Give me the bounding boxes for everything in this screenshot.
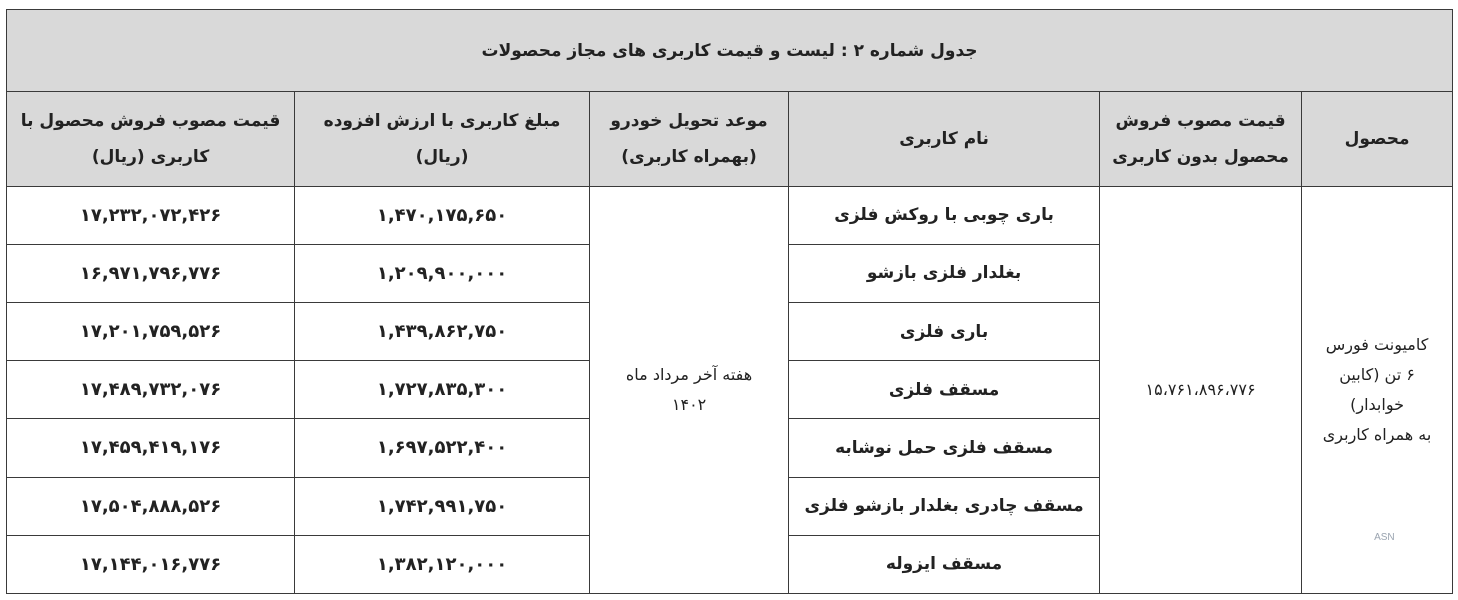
usage-name-cell: مسقف چادری بغلدار بازشو فلزی	[789, 477, 1100, 535]
price-table-container	[6, 9, 1452, 594]
header-usage-amount: مبلغ کاربری با ارزش افزوده (ریال)	[295, 92, 590, 187]
final-price-cell: ۱۷,۴۵۹,۴۱۹,۱۷۶	[7, 419, 295, 477]
usage-name-cell: مسقف ایزوله	[789, 535, 1100, 593]
watermark-logo: ASN	[1374, 532, 1395, 543]
title-row	[7, 10, 1453, 92]
usage-amount-cell: ۱,۷۴۲,۹۹۱,۷۵۰	[295, 477, 590, 535]
header-row	[7, 92, 1453, 187]
usage-amount-cell: ۱,۴۷۰,۱۷۵,۶۵۰	[295, 186, 590, 244]
usage-amount-cell: ۱,۲۰۹,۹۰۰,۰۰۰	[295, 244, 590, 302]
final-price-cell: ۱۷,۴۸۹,۷۳۲,۰۷۶	[7, 361, 295, 419]
final-price-cell: ۱۷,۱۴۴,۰۱۶,۷۷۶	[7, 535, 295, 593]
usage-amount-cell: ۱,۳۸۲,۱۲۰,۰۰۰	[295, 535, 590, 593]
final-price-cell: ۱۶,۹۷۱,۷۹۶,۷۷۶	[7, 244, 295, 302]
product-cell: کامیونت فورس ۶ تن (کابین خوابدار) به همراه کاربری ASN	[1302, 186, 1453, 593]
usage-name-cell: بغلدار فلزی بازشو	[789, 244, 1100, 302]
header-usage-name: نام کاربری	[789, 92, 1100, 187]
usage-name-cell: مسقف فلزی	[789, 361, 1100, 419]
final-price-cell: ۱۷,۵۰۴,۸۸۸,۵۲۶	[7, 477, 295, 535]
table-title: جدول شماره ۲ : لیست و قیمت کاربری های مجاز محصولات	[7, 10, 1453, 92]
header-base-price: قیمت مصوب فروش محصول بدون کاربری	[1100, 92, 1302, 187]
usage-name-cell: باری فلزی	[789, 303, 1100, 361]
usage-name-cell: باری چوبی با روکش فلزی	[789, 186, 1100, 244]
header-final-price: قیمت مصوب فروش محصول با کاربری (ریال)	[7, 92, 295, 187]
usage-amount-cell: ۱,۷۲۷,۸۳۵,۳۰۰	[295, 361, 590, 419]
final-price-cell: ۱۷,۲۳۲,۰۷۲,۴۲۶	[7, 186, 295, 244]
base-price-cell: ۱۵،۷۶۱،۸۹۶،۷۷۶	[1100, 186, 1302, 593]
table-row	[7, 186, 1453, 244]
delivery-cell: هفته آخر مرداد ماه ۱۴۰۲	[590, 186, 789, 593]
usage-name-cell: مسقف فلزی حمل نوشابه	[789, 419, 1100, 477]
header-product: محصول	[1302, 92, 1453, 187]
usage-amount-cell: ۱,۴۳۹,۸۶۲,۷۵۰	[295, 303, 590, 361]
usage-amount-cell: ۱,۶۹۷,۵۲۲,۴۰۰	[295, 419, 590, 477]
price-table	[6, 9, 1453, 594]
header-delivery: موعد تحویل خودرو (بهمراه کاربری)	[590, 92, 789, 187]
final-price-cell: ۱۷,۲۰۱,۷۵۹,۵۲۶	[7, 303, 295, 361]
